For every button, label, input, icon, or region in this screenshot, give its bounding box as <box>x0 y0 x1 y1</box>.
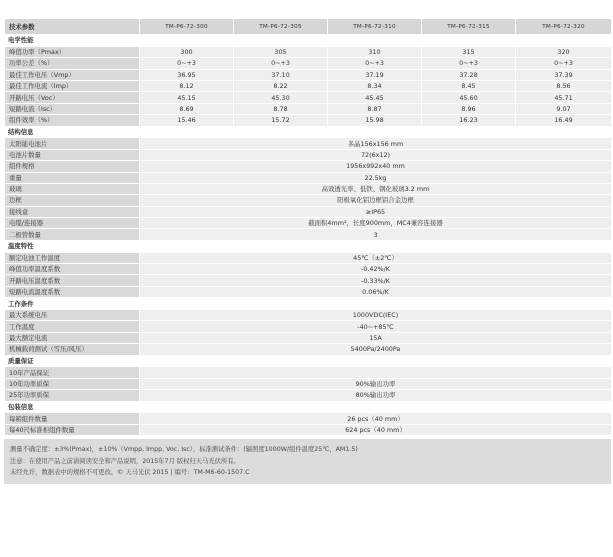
row-value: 45.15 <box>139 91 233 102</box>
spec-table-body <box>4 18 611 435</box>
table-row <box>4 320 611 331</box>
row-value: 9.07 <box>515 103 611 114</box>
row-value: 0.06%/K <box>139 286 611 297</box>
row-label: 太阳能电池片 <box>4 137 139 148</box>
footer-line: 测量不确定度：±3%(Pmax)，±10%（Vmpp, Impp, Voc, Isc），标准测试条件：(辐照度1000W/组件温度25℃，AM1.5) <box>10 446 358 454</box>
model-header: TM-P6-72-310 <box>327 18 421 34</box>
row-value: 多晶156x156 mm <box>139 137 611 148</box>
row-value: 310 <box>327 46 421 57</box>
row-value <box>139 366 611 377</box>
table-row <box>4 332 611 343</box>
row-value: 22.5kg <box>139 172 611 183</box>
row-label: 最大额定电流 <box>4 332 139 343</box>
model-header: TM-P6-72-320 <box>515 18 611 34</box>
row-value: 0~+3 <box>327 57 421 68</box>
row-value: 阳极氧化铝边框铝合金边框 <box>139 194 611 205</box>
row-value: 8.22 <box>233 80 327 91</box>
row-value: 8.96 <box>421 103 515 114</box>
table-row <box>4 286 611 297</box>
row-label: 额定电池工作温度 <box>4 252 139 263</box>
section-header <box>4 297 611 309</box>
spec-table <box>4 18 611 435</box>
row-label: 边框 <box>4 194 139 205</box>
row-label: 电池片数量 <box>4 149 139 160</box>
row-value: 45℃（±2℃） <box>139 252 611 263</box>
row-value: 90%输出功率 <box>139 378 611 389</box>
row-value: 37.28 <box>421 69 515 80</box>
row-label: 最佳工作电压（Vmp） <box>4 69 139 80</box>
row-label: 组件规格 <box>4 160 139 171</box>
row-value: 8.69 <box>139 103 233 114</box>
row-label: 组件效率（%） <box>4 114 139 125</box>
section-header <box>4 34 611 46</box>
row-value: 45.71 <box>515 91 611 102</box>
row-value: 16.23 <box>421 114 515 125</box>
row-label: 短路电流温度系数 <box>4 286 139 297</box>
row-label: 每箱组件数量 <box>4 412 139 423</box>
row-label: 电缆/连接器 <box>4 217 139 228</box>
row-value: 8.12 <box>139 80 233 91</box>
row-value: 36.95 <box>139 69 233 80</box>
table-row <box>4 80 611 91</box>
row-label: 重量 <box>4 172 139 183</box>
row-value: -0.42%/K <box>139 263 611 274</box>
section-header <box>4 355 611 367</box>
section-title: 电学性能 <box>4 34 611 46</box>
table-row <box>4 217 611 228</box>
row-value: 26 pcs（40 mm） <box>139 412 611 423</box>
table-row <box>4 194 611 205</box>
row-label: 接线盒 <box>4 206 139 217</box>
footer-line: 未经允许，数据表中的规格不可更改。© 天马光伏 2015 | 编号：TM-M6-60-1507.C <box>10 469 250 477</box>
header-label: 技术参数 <box>4 18 139 34</box>
model-header: TM-P6-72-300 <box>139 18 233 34</box>
section-title: 工作条件 <box>4 297 611 309</box>
row-label: 工作温度 <box>4 320 139 331</box>
table-row <box>4 149 611 160</box>
row-value: 624 pcs（40 mm） <box>139 424 611 435</box>
row-label: 每40尺标准柜组件数量 <box>4 424 139 435</box>
table-row <box>4 172 611 183</box>
row-value: -0.33%/K <box>139 274 611 285</box>
table-row <box>4 228 611 239</box>
section-header <box>4 401 611 413</box>
row-label: 最大系统电压 <box>4 309 139 320</box>
row-value: 0~+3 <box>233 57 327 68</box>
row-value: 37.19 <box>327 69 421 80</box>
row-value: ≥IP65 <box>139 206 611 217</box>
row-value: 0~+3 <box>515 57 611 68</box>
row-label: 短路电流（Isc） <box>4 103 139 114</box>
table-row <box>4 91 611 102</box>
section-title: 结构信息 <box>4 126 611 138</box>
section-title: 包装信息 <box>4 401 611 413</box>
row-value: 截面积4mm²，长度900mm，MC4兼容连接器 <box>139 217 611 228</box>
header-row <box>4 18 611 34</box>
table-row <box>4 69 611 80</box>
row-label: 机械载荷测试（雪压/风压） <box>4 343 139 354</box>
row-label: 10年产品保证 <box>4 366 139 377</box>
row-value: 15.72 <box>233 114 327 125</box>
row-value: 45.45 <box>327 91 421 102</box>
table-row <box>4 263 611 274</box>
table-row <box>4 206 611 217</box>
row-value: 72(6x12) <box>139 149 611 160</box>
table-row <box>4 252 611 263</box>
table-row <box>4 309 611 320</box>
row-value: 8.34 <box>327 80 421 91</box>
table-row <box>4 412 611 423</box>
model-header: TM-P6-72-315 <box>421 18 515 34</box>
row-value: 300 <box>139 46 233 57</box>
row-label: 25年功率质保 <box>4 389 139 400</box>
section-header <box>4 240 611 252</box>
footer-notes <box>4 439 611 484</box>
row-label: 10年功率质保 <box>4 378 139 389</box>
row-value: 37.39 <box>515 69 611 80</box>
row-value: 8.56 <box>515 80 611 91</box>
row-label: 玻璃 <box>4 183 139 194</box>
table-row <box>4 57 611 68</box>
model-header: TM-P6-72-305 <box>233 18 327 34</box>
section-header <box>4 126 611 138</box>
row-value: 5400Pa/2400Pa <box>139 343 611 354</box>
row-label: 二极管数量 <box>4 228 139 239</box>
row-label: 开路电压（Voc） <box>4 91 139 102</box>
row-value: 1000VDC(IEC) <box>139 309 611 320</box>
row-value: 37.10 <box>233 69 327 80</box>
row-value: 15.98 <box>327 114 421 125</box>
table-row <box>4 160 611 171</box>
row-value: 16.49 <box>515 114 611 125</box>
row-label: 开路电压温度系数 <box>4 274 139 285</box>
row-value: 3 <box>139 228 611 239</box>
row-label: 最佳工作电流（Imp） <box>4 80 139 91</box>
table-row <box>4 114 611 125</box>
table-row <box>4 389 611 400</box>
row-value: 8.45 <box>421 80 515 91</box>
row-value: 45.30 <box>233 91 327 102</box>
table-row <box>4 137 611 148</box>
table-row <box>4 366 611 377</box>
row-label: 峰值功率（Pmax） <box>4 46 139 57</box>
row-value: 1956x992x40 mm <box>139 160 611 171</box>
section-title: 温度特性 <box>4 240 611 252</box>
table-row <box>4 424 611 435</box>
row-label: 峰值功率温度系数 <box>4 263 139 274</box>
table-row <box>4 274 611 285</box>
spec-sheet <box>4 18 611 484</box>
row-value: 80%输出功率 <box>139 389 611 400</box>
table-row <box>4 46 611 57</box>
table-row <box>4 183 611 194</box>
row-label: 功率公差（%） <box>4 57 139 68</box>
section-title: 质量保证 <box>4 355 611 367</box>
row-value: 15.46 <box>139 114 233 125</box>
table-row <box>4 103 611 114</box>
row-value: -40~+85℃ <box>139 320 611 331</box>
row-value: 0~+3 <box>421 57 515 68</box>
row-value: 45.60 <box>421 91 515 102</box>
table-row <box>4 378 611 389</box>
row-value: 320 <box>515 46 611 57</box>
table-row <box>4 343 611 354</box>
row-value: 0~+3 <box>139 57 233 68</box>
row-value: 8.87 <box>327 103 421 114</box>
row-value: 8.78 <box>233 103 327 114</box>
row-value: 305 <box>233 46 327 57</box>
row-value: 315 <box>421 46 515 57</box>
row-value: 高效透光率、低铁、钢化玻璃3.2 mm <box>139 183 611 194</box>
row-value: 15A <box>139 332 611 343</box>
footer-line: 注意：在使用产品之前请阅读安全和产品说明，2015年7月 版权归天马光伏所有。 <box>10 457 240 465</box>
